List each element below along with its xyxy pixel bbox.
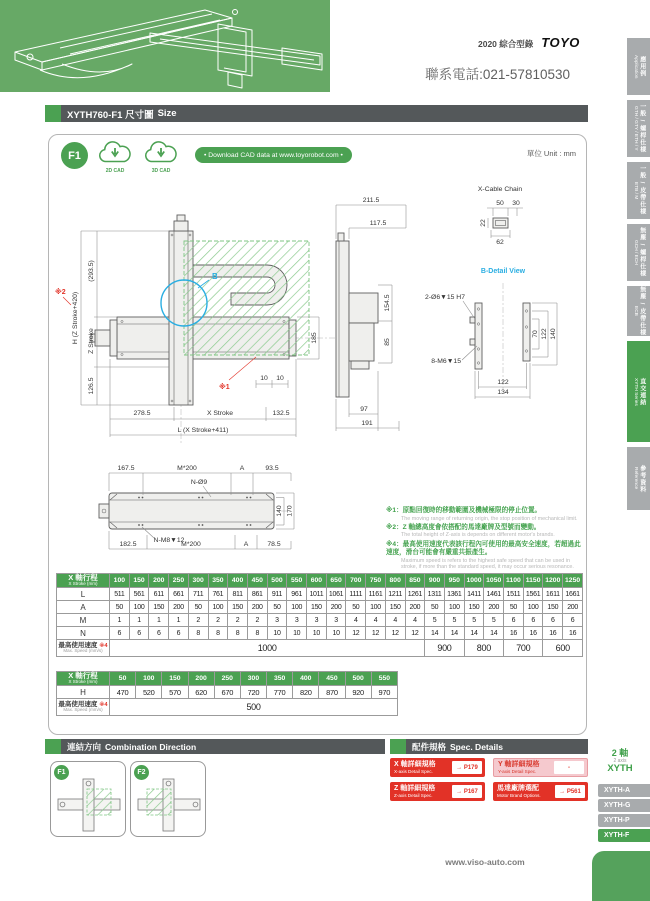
brand-logo: TOYO bbox=[541, 35, 580, 50]
spec-section-bar bbox=[390, 739, 588, 754]
svg-text:Z Stroke: Z Stroke bbox=[88, 328, 95, 354]
sidebar-tab-zh: 一般 / 皮帶仕樣 bbox=[638, 165, 645, 216]
cad-3d-button[interactable] bbox=[141, 141, 181, 174]
variant-badge: F1 bbox=[61, 142, 88, 169]
sidebar-tab-en: ECB bbox=[632, 306, 638, 316]
stroke-column-header: 500 bbox=[345, 672, 371, 686]
combination-option-f2 bbox=[130, 761, 206, 837]
spec-title-en: Spec. Details bbox=[450, 741, 503, 752]
svg-text:M*200: M*200 bbox=[181, 541, 201, 548]
top-view bbox=[99, 465, 294, 549]
corner-accent bbox=[592, 851, 650, 901]
page-reference: → P561 bbox=[555, 785, 585, 798]
page-reference: - bbox=[554, 761, 584, 774]
stroke-column-header: 1250 bbox=[563, 574, 583, 588]
max-speed-row: 最高使用速度 ※4 Max. Speed (mm/s) 1000 900 800 700 600 bbox=[57, 640, 583, 657]
size-title-en: Size bbox=[157, 108, 177, 119]
series-name: XYTH bbox=[607, 763, 633, 775]
svg-text:M*200: M*200 bbox=[177, 465, 197, 472]
download-cad-pill[interactable]: • Download CAD data at www.toyorobot.com • bbox=[195, 147, 352, 163]
series-tab-xyth-a[interactable]: XYTH-A bbox=[598, 784, 650, 797]
stroke-column-header: 150 bbox=[162, 672, 188, 686]
front-view bbox=[55, 215, 351, 443]
stroke-column-header: 950 bbox=[444, 574, 464, 588]
sidebar-tab[interactable] bbox=[627, 341, 650, 442]
svg-text:182.5: 182.5 bbox=[119, 541, 137, 548]
svg-text:10: 10 bbox=[276, 375, 284, 382]
footnote: ※2：Z 軸總高度會依搭配的馬達廠牌及型號而變動。 The total height of Z-axis is depends on different motor's brands. bbox=[386, 523, 555, 539]
spec-detail-link[interactable]: X 軸詳細規格 X-axis Detail Spec. → P179 bbox=[390, 758, 485, 777]
stroke-column-header: 1050 bbox=[484, 574, 504, 588]
unit-label: 單位 Unit : mm bbox=[526, 149, 576, 158]
svg-text:140: 140 bbox=[276, 505, 283, 517]
stroke-column-header: 450 bbox=[247, 574, 267, 588]
svg-text:78.5: 78.5 bbox=[267, 541, 281, 548]
sidebar-tab[interactable] bbox=[627, 38, 650, 95]
svg-text:117.5: 117.5 bbox=[369, 220, 387, 227]
stroke-column-header: 250 bbox=[169, 574, 189, 588]
svg-text:167.5: 167.5 bbox=[117, 465, 135, 472]
series-axis-label bbox=[592, 749, 648, 775]
stroke-column-header: 1000 bbox=[464, 574, 484, 588]
combination-badge: F1 bbox=[54, 765, 69, 780]
note1-marker: ※1 bbox=[219, 384, 230, 391]
sidebar-tab[interactable] bbox=[627, 286, 650, 336]
sidebar-tab-en: Reference bbox=[632, 467, 638, 490]
sidebar-tab-zh: 直交連結 bbox=[638, 377, 645, 406]
svg-text:85: 85 bbox=[384, 338, 391, 346]
sidebar-tab-zh: 無塵 / 螺桿仕樣 bbox=[638, 227, 645, 278]
sidebar-tab-en: ETB / M bbox=[632, 181, 638, 200]
svg-text:B-Detail View: B-Detail View bbox=[480, 268, 526, 275]
svg-text:X Stroke: X Stroke bbox=[206, 410, 234, 417]
stroke-column-header: 1200 bbox=[543, 574, 563, 588]
svg-text:134: 134 bbox=[497, 389, 509, 396]
sidebar-tab-zh: 參考資料 bbox=[638, 464, 645, 493]
sidebar-tab-zh: 無塵 / 皮帶仕樣 bbox=[638, 286, 645, 336]
stroke-column-header: 100 bbox=[110, 574, 130, 588]
stroke-column-header: 350 bbox=[208, 574, 228, 588]
sidebar-tab-en: Application bbox=[632, 54, 638, 79]
stroke-column-header: 1100 bbox=[504, 574, 524, 588]
stroke-column-header: 350 bbox=[267, 672, 293, 686]
stroke-column-header: 500 bbox=[267, 574, 287, 588]
axis-count-en: 2 axis bbox=[613, 757, 627, 764]
stroke-column-header: 800 bbox=[385, 574, 405, 588]
spec-detail-link[interactable]: Y 軸詳細規格 Y-axis Detail Spec. - bbox=[493, 758, 588, 777]
svg-text:2-Ø6▼15 H7: 2-Ø6▼15 H7 bbox=[425, 294, 465, 301]
series-tab-xyth-p[interactable]: XYTH-P bbox=[598, 814, 650, 827]
stroke-column-header: 400 bbox=[293, 672, 319, 686]
svg-text:(293.5): (293.5) bbox=[88, 260, 95, 282]
svg-text:N-Ø9: N-Ø9 bbox=[190, 479, 208, 486]
svg-text:211.5: 211.5 bbox=[362, 197, 380, 204]
combination-title-en: Combination Direction bbox=[105, 741, 197, 752]
stroke-column-header: 650 bbox=[326, 574, 346, 588]
axis-count-zh: 2 軸 bbox=[611, 748, 629, 758]
svg-text:8-M6▼15: 8-M6▼15 bbox=[431, 358, 461, 365]
catalog-edition-label: 2020 綜合型錄 bbox=[478, 39, 534, 49]
table-row: M 1 1 1 1 2 2 2 2 3 3 3 3 4 4 4 4 5 5 5 5 6 6 6 6 bbox=[57, 614, 583, 627]
sidebar-tab[interactable] bbox=[627, 447, 650, 510]
stroke-column-header: 550 bbox=[287, 574, 307, 588]
stroke-column-header: 850 bbox=[405, 574, 425, 588]
table-row: H 470 520 570 620 670 720 770 820 870 920 970 bbox=[57, 686, 398, 699]
stroke-column-header: 700 bbox=[346, 574, 366, 588]
combination-section-bar bbox=[45, 739, 385, 754]
series-tabs bbox=[598, 784, 650, 844]
spec-detail-link[interactable]: 馬達廠牌選配 Motor Brand Options. → P561 bbox=[493, 782, 588, 801]
svg-text:140: 140 bbox=[550, 328, 557, 340]
stroke-column-header: 450 bbox=[319, 672, 345, 686]
sidebar-tab-en: GTH / GTY / ETH / Y bbox=[632, 106, 638, 151]
combination-title-zh: 連結方向 bbox=[67, 741, 102, 752]
svg-text:L (X Stroke+411): L (X Stroke+411) bbox=[177, 427, 229, 434]
svg-text:10: 10 bbox=[260, 375, 268, 382]
svg-text:122: 122 bbox=[497, 379, 509, 386]
stroke-column-header: 900 bbox=[425, 574, 445, 588]
stroke-column-header: 750 bbox=[366, 574, 386, 588]
table-row: N 6 6 6 6 8 8 8 8 10 10 10 10 12 12 12 12 14 14 14 14 16 16 16 16 bbox=[57, 627, 583, 640]
work-envelope-hatch bbox=[184, 241, 309, 355]
stroke-column-header: 250 bbox=[214, 672, 240, 686]
svg-text:132.5: 132.5 bbox=[272, 410, 290, 417]
stroke-column-header: 1150 bbox=[523, 574, 543, 588]
combination-diagram bbox=[56, 777, 122, 833]
sidebar-tab[interactable] bbox=[627, 224, 650, 281]
svg-text:22: 22 bbox=[480, 219, 487, 227]
table-row: A 50 100 150 200 50 100 150 200 50 100 150 200 50 100 150 200 50 100 150 200 50 100 150 200 bbox=[57, 601, 583, 614]
stroke-column-header: 100 bbox=[136, 672, 162, 686]
stroke-column-header: 150 bbox=[129, 574, 149, 588]
stroke-column-header: 300 bbox=[240, 672, 266, 686]
b-detail-view bbox=[425, 268, 557, 399]
stroke-column-header: 600 bbox=[307, 574, 327, 588]
sidebar-tab[interactable] bbox=[627, 100, 650, 157]
svg-text:126.5: 126.5 bbox=[88, 377, 95, 395]
svg-text:170: 170 bbox=[286, 505, 294, 517]
svg-text:70: 70 bbox=[532, 330, 539, 338]
side-view bbox=[336, 197, 406, 431]
stroke-column-header: 300 bbox=[188, 574, 208, 588]
detail-b-label: B bbox=[212, 272, 218, 281]
spec-title-zh: 配件規格 bbox=[412, 741, 447, 752]
notes-list bbox=[386, 507, 586, 572]
footnote: ※4：最高使用速度代表該行程內可使用的最高安全速度，若超過此速度，滑台可能會有嚴重共振產生。 Maximum speed is refers to the highest safe speed that can be used in stroke, if more than the standard speed, it may occur serious resonance. bbox=[386, 540, 581, 570]
series-tab-xyth-f[interactable]: XYTH-F bbox=[598, 829, 650, 842]
x-stroke-table-wrap bbox=[56, 573, 583, 657]
cad-2d-button[interactable] bbox=[95, 141, 135, 174]
svg-text:N-M8▼12: N-M8▼12 bbox=[153, 537, 185, 544]
contact-phone: 聯系電話:021-57810530 bbox=[425, 67, 570, 82]
catalog-edition bbox=[478, 35, 593, 50]
stroke-column-header: 50 bbox=[110, 672, 136, 686]
svg-text:62: 62 bbox=[496, 239, 504, 246]
svg-text:154.5: 154.5 bbox=[384, 294, 391, 312]
svg-text:A: A bbox=[239, 465, 245, 472]
combination-diagram bbox=[136, 777, 202, 833]
svg-text:191: 191 bbox=[361, 420, 373, 427]
cad-2d-label: 2D CAD bbox=[105, 168, 125, 174]
sidebar-tab-en: XYTH Series bbox=[632, 377, 638, 406]
stroke-table: X 軸行程 X Stroke (mm) 100 150 200 250 300 350 400 450 500 550 600 650 700 750 800 850 900 950 1000 1050 1100 1150 1200 1250 L 511 561 611 661 711 761 811 861 911 961 1011 1061 1111 1161 1211 1261 1311 1361 1411 1461 1511 1561 1611 1661 A 50 100 150 200 50 100 150 200 50 100 150 200 50 100 150 200 50 100 150 200 50 100 150 200 M 1 1 1 1 2 2 2 2 3 3 3 3 4 4 4 4 5 5 5 5 6 6 6 6 N 6 6 6 6 8 8 8 8 10 10 10 10 12 12 12 12 14 14 14 14 16 16 16 16 最高使用速度 ※4 Max. Speed (mm/s) 1000 900 800 700 600 bbox=[56, 573, 583, 657]
series-tab-xyth-g[interactable]: XYTH-G bbox=[598, 799, 650, 812]
svg-text:97: 97 bbox=[360, 406, 368, 413]
svg-text:H (Z Stroke+420): H (Z Stroke+420) bbox=[72, 291, 79, 345]
hero-background bbox=[0, 0, 330, 92]
cloud-download-icon bbox=[142, 141, 180, 164]
stroke-column-header: 550 bbox=[371, 672, 397, 686]
combination-option-f1 bbox=[50, 761, 126, 837]
stroke-column-header: 200 bbox=[149, 574, 169, 588]
page-reference: → P167 bbox=[452, 785, 482, 798]
svg-text:122: 122 bbox=[541, 328, 548, 340]
stroke-column-header: 400 bbox=[228, 574, 248, 588]
combination-badge: F2 bbox=[134, 765, 149, 780]
svg-text:93.5: 93.5 bbox=[265, 465, 279, 472]
spec-links-grid bbox=[390, 758, 588, 801]
spec-detail-link[interactable]: Z 軸詳細規格 Z-axis Detail Spec. → P167 bbox=[390, 782, 485, 801]
website-label: www.viso-auto.com bbox=[445, 857, 525, 867]
cable-chain-detail bbox=[478, 186, 523, 246]
table-row: L 511 561 611 661 711 761 811 861 911 961 1011 1061 1111 1161 1211 1261 1311 1361 1411 1461 1511 1561 1611 1661 bbox=[57, 588, 583, 601]
cad-3d-label: 3D CAD bbox=[151, 168, 171, 174]
max-speed-row: 最高使用速度 ※4 Max. Speed (mm/s) 500 bbox=[57, 699, 398, 716]
note2-marker: ※2 bbox=[55, 289, 66, 296]
sidebar-tab-en: GCH / ECH bbox=[632, 240, 638, 265]
product-illustration bbox=[0, 0, 330, 92]
stroke-column-header: 200 bbox=[188, 672, 214, 686]
size-title-zh: XYTH760-F1 尺寸圖 bbox=[67, 109, 154, 121]
svg-text:A: A bbox=[243, 541, 249, 548]
stroke-table: X 軸行程 X Stroke (mm) 50 100 150 200 250 300 350 400 450 500 550 H 470 520 570 620 670 720 770 820 870 920 970 最高使用速度 ※4 Max. Speed (mm/s) 500 bbox=[56, 671, 398, 716]
sidebar-tab-zh: 一般 / 螺桿仕樣 bbox=[638, 103, 645, 154]
size-section-bar bbox=[45, 105, 588, 122]
svg-text:50: 50 bbox=[496, 200, 504, 207]
cloud-download-icon bbox=[96, 141, 134, 164]
svg-text:X-Cable Chain: X-Cable Chain bbox=[477, 186, 523, 193]
sidebar-tab[interactable] bbox=[627, 162, 650, 219]
svg-text:185: 185 bbox=[311, 332, 318, 344]
svg-text:278.5: 278.5 bbox=[133, 410, 151, 417]
page-reference: → P179 bbox=[452, 761, 482, 774]
svg-text:30: 30 bbox=[512, 200, 520, 207]
sidebar-tab-zh: 應用例 bbox=[638, 56, 645, 77]
footnote: ※1：原點回復時的移動範圍及機械極限的停止位置。 The moving range of returning origin, the stop position of mechanical limit. bbox=[386, 507, 578, 522]
size-content-box bbox=[48, 134, 587, 735]
h-stroke-table-wrap bbox=[56, 671, 398, 716]
